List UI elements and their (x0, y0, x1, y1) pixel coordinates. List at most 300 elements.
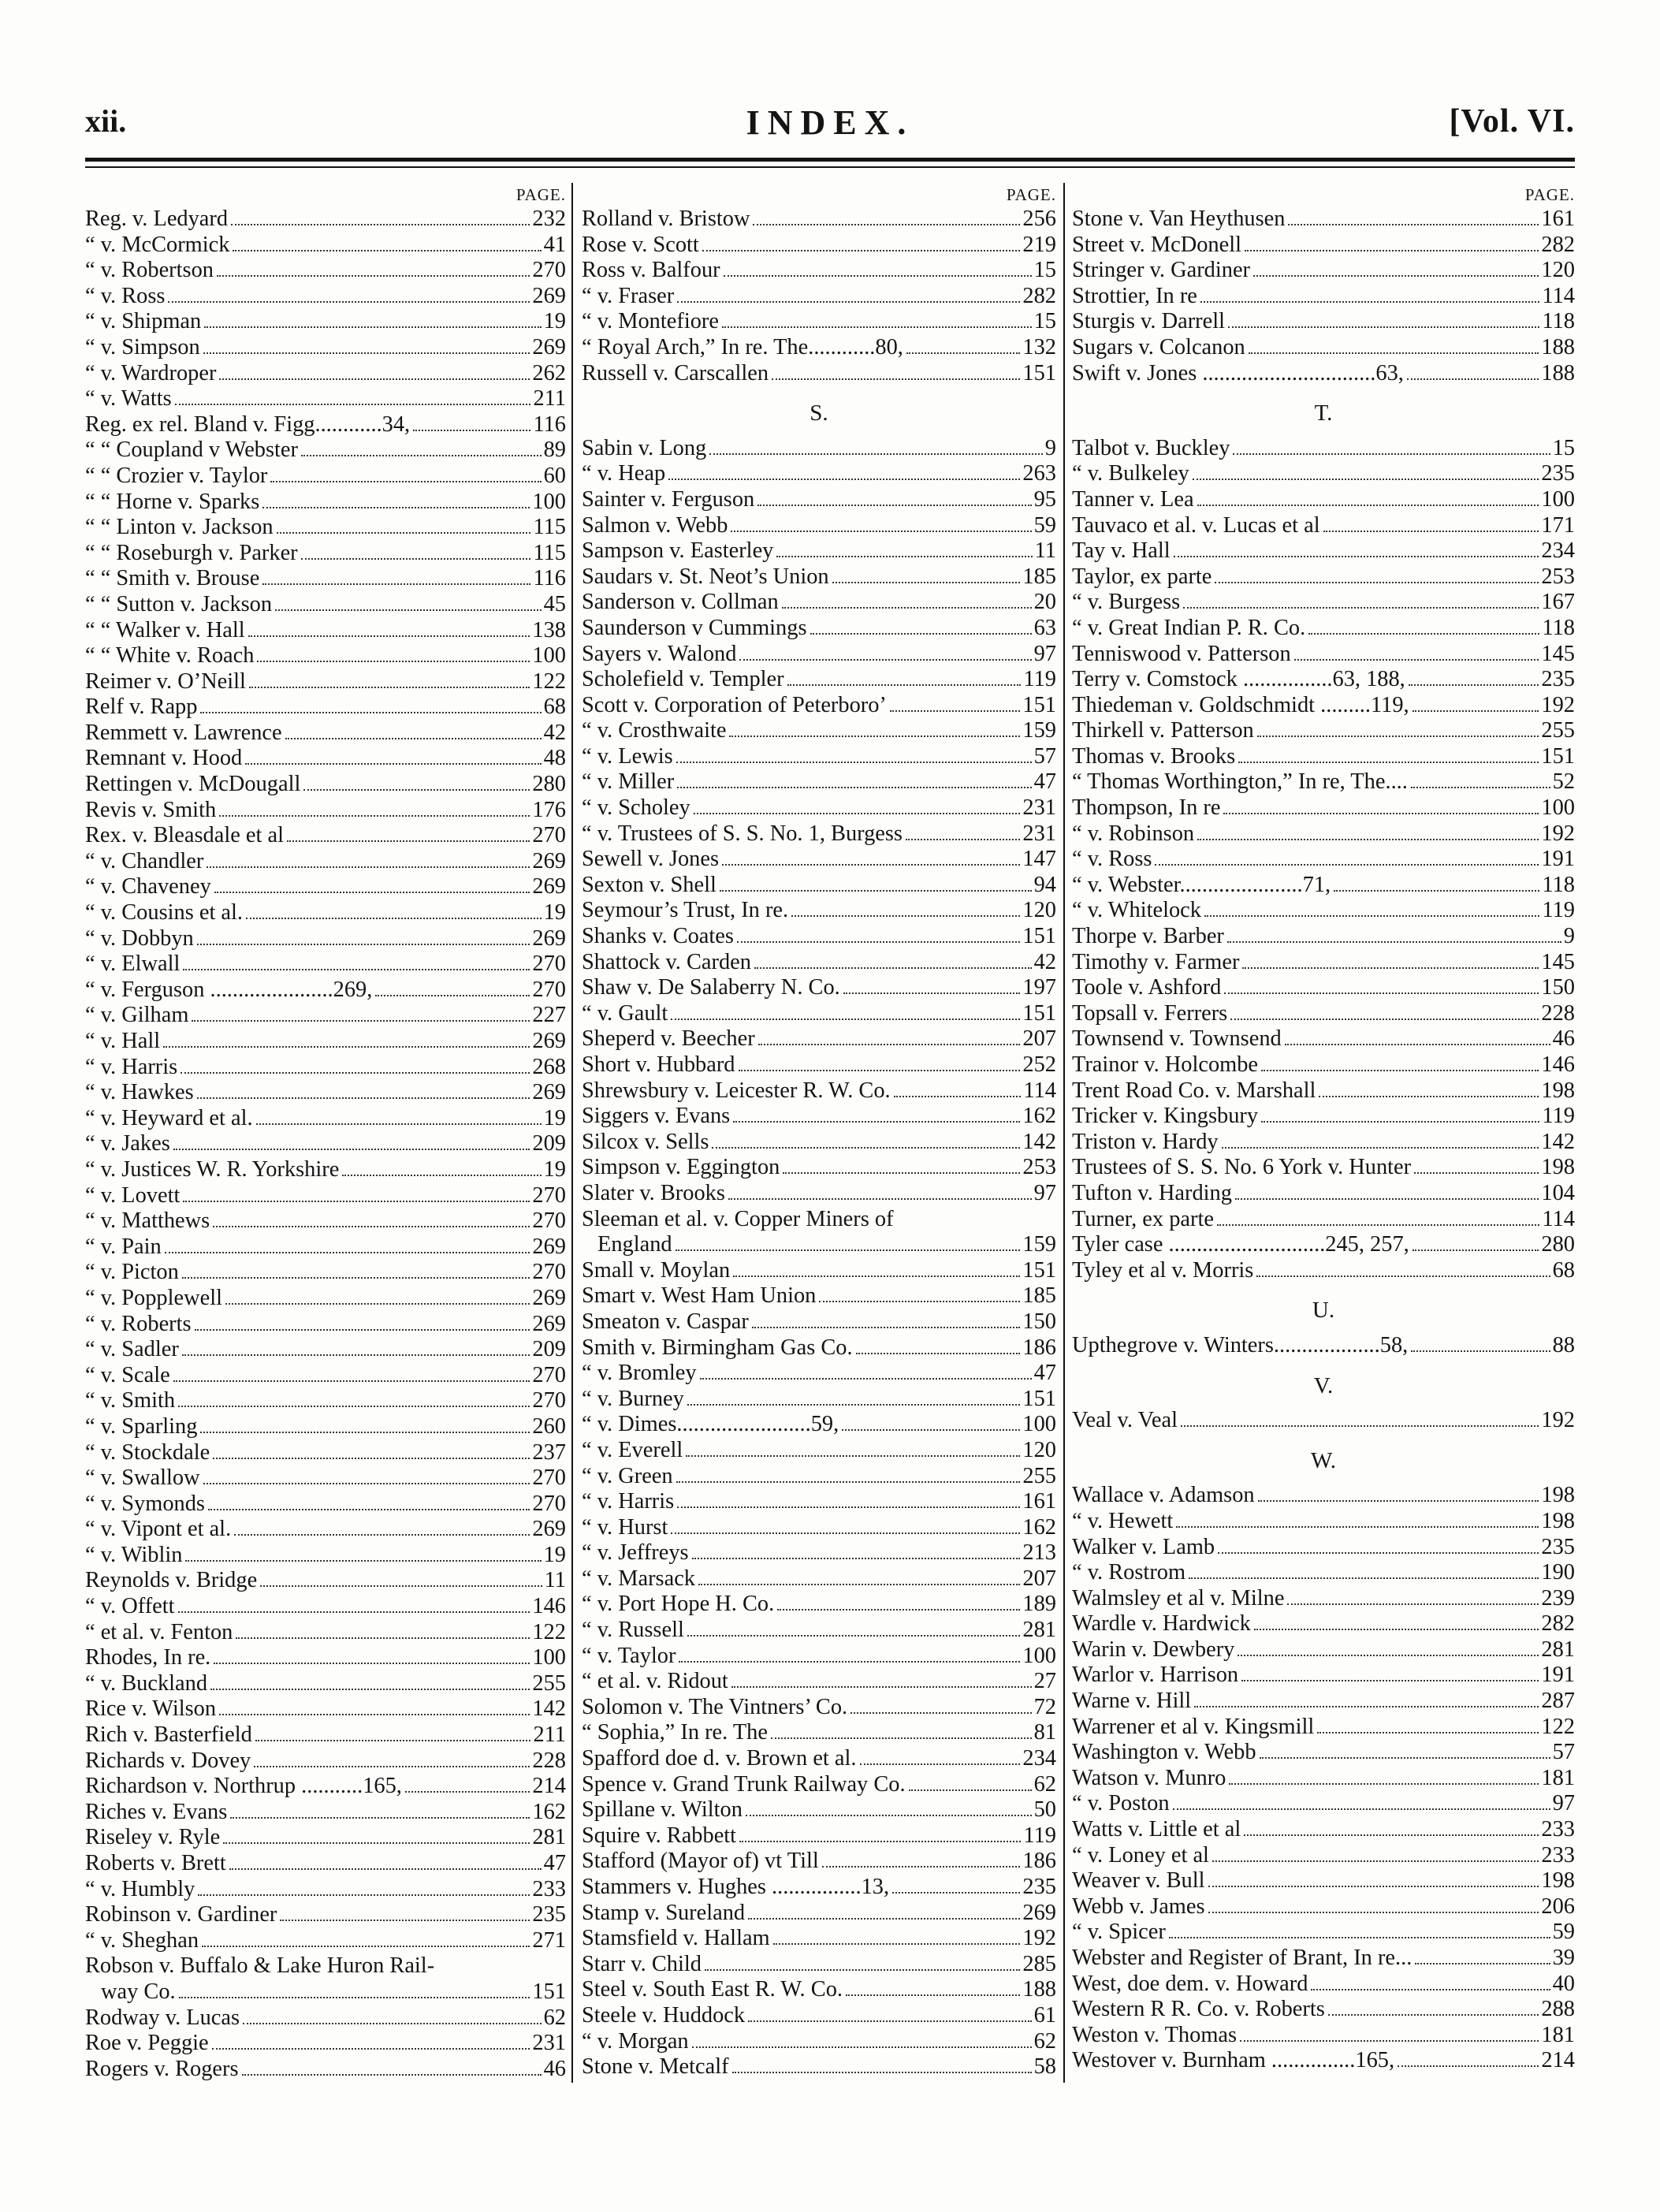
index-entry (85, 1440, 566, 1466)
index-entry (85, 1543, 566, 1569)
page-ref: 235 (1541, 667, 1575, 692)
page-ref: 62 (1033, 2028, 1056, 2054)
page-ref: 114 (1542, 283, 1575, 308)
leader-dots (752, 1327, 1021, 1328)
index-column-2 (582, 183, 1056, 2083)
page-ref: 142 (532, 1696, 566, 1722)
page-ref: 255 (1541, 718, 1575, 743)
case-name: Thirkell v. Patterson (1072, 718, 1254, 743)
leader-dots (1258, 1500, 1539, 1502)
page-ref: 47 (543, 1851, 566, 1875)
leader-dots (1200, 301, 1540, 303)
leader-dots (1155, 864, 1539, 866)
leader-dots (739, 1070, 1021, 1071)
header-rule-thin (85, 166, 1575, 168)
case-name: Stone v. Van Heythusen (1072, 207, 1286, 231)
index-entry (1072, 975, 1575, 1001)
leader-dots (1197, 839, 1539, 840)
case-name: Scott v. Corporation of Peterboro’ (582, 692, 887, 717)
case-name: “ v. Watts (85, 386, 172, 411)
leader-dots (262, 583, 530, 585)
page-ref: 97 (1552, 1791, 1575, 1816)
page-ref: 270 (532, 1362, 566, 1387)
index-entry (582, 1875, 1056, 1901)
case-name: Triston v. Hardy (1072, 1129, 1219, 1154)
case-name: “ “ Coupland v Webster (85, 438, 298, 463)
index-entry (1072, 1509, 1575, 1535)
page-ref: 88 (1552, 1332, 1575, 1357)
case-name: “ v. Crosthwaite (582, 718, 727, 743)
leader-dots (301, 455, 542, 456)
case-name: “ “ Crozier v. Taylor (85, 463, 268, 488)
leader-dots (1253, 275, 1539, 277)
page-ref: 142 (1022, 1129, 1056, 1154)
case-name: Weston v. Thomas (1072, 2022, 1238, 2047)
case-name: “ v. Robinson (1072, 821, 1195, 846)
page-ref: 147 (1022, 847, 1056, 872)
case-name: Veal v. Veal (1072, 1408, 1178, 1433)
case-name: Wallace v. Adamson (1072, 1483, 1255, 1508)
page-ref: 151 (1022, 924, 1056, 949)
index-entry (85, 669, 566, 695)
page-ref: 57 (1552, 1740, 1575, 1765)
leader-dots (303, 789, 530, 791)
index-entry (582, 2029, 1056, 2055)
leader-dots (791, 915, 1020, 917)
index-entry (582, 950, 1056, 976)
index-entry (1072, 1001, 1575, 1027)
leader-dots (692, 1558, 1021, 1559)
page-ref: 288 (1541, 1997, 1575, 2022)
leader-dots (1412, 1249, 1539, 1251)
case-name: “ v. Burney (582, 1386, 684, 1411)
index-entry (85, 2005, 566, 2031)
index-entry (85, 1748, 566, 1774)
leader-dots (732, 2072, 1032, 2073)
case-name: Tanner v. Lea (1072, 486, 1194, 512)
index-entry (582, 1181, 1056, 1207)
case-name: Starr v. Child (582, 1951, 702, 1976)
case-name: “ “ Walker v. Hall (85, 617, 245, 642)
case-name: “ v. Heyward et al. (85, 1105, 253, 1130)
leader-dots (1228, 326, 1539, 328)
index-entry (1072, 642, 1575, 668)
page-ref: 81 (1033, 1720, 1056, 1745)
index-entry (582, 1926, 1056, 1952)
page-ref: 211 (533, 1722, 566, 1748)
leader-dots (677, 787, 1031, 788)
case-name: “ et al. v. Fenton (85, 1619, 233, 1644)
index-entry (85, 1568, 566, 1594)
leader-dots (771, 1737, 1032, 1739)
page-ref: 269 (532, 283, 566, 308)
leader-dots (236, 1637, 530, 1639)
case-name: Rice v. Wilson (85, 1696, 217, 1722)
case-name: Trainor v. Holcombe (1072, 1052, 1259, 1077)
index-entry (85, 798, 566, 824)
leader-dots (1311, 1989, 1550, 1990)
page-ref: 19 (543, 1105, 566, 1130)
case-name: Washington v. Webb (1072, 1740, 1256, 1765)
case-name: Riseley v. Ryle (85, 1825, 221, 1850)
page-ref: 287 (1541, 1689, 1575, 1714)
leader-dots (746, 1815, 1032, 1816)
case-name: Trustees of S. S. No. 6 York v. Hunter (1072, 1155, 1412, 1180)
page-ref: 253 (1022, 1155, 1056, 1180)
leader-dots (183, 969, 530, 970)
index-entry (85, 695, 566, 721)
index-entry (582, 1361, 1056, 1387)
leader-dots (1254, 1629, 1539, 1630)
leader-dots (1238, 762, 1539, 763)
case-name: Remnant v. Hood (85, 746, 243, 771)
leader-dots (214, 892, 530, 893)
leader-dots (687, 1404, 1021, 1406)
section-letter: S. (810, 400, 828, 426)
leader-dots (1328, 2014, 1539, 2016)
leader-dots (375, 995, 530, 996)
case-name: “ v. Symonds (85, 1491, 205, 1516)
leader-dots (219, 815, 530, 817)
case-name: Westover v. Burnham ...............165, (1072, 2048, 1395, 2073)
case-name: “ v. Poston (1072, 1791, 1170, 1816)
leader-dots (248, 635, 530, 637)
leader-dots (1240, 2040, 1539, 2042)
page-ref: 198 (1541, 1868, 1575, 1894)
page-column-label: PAGE. (515, 185, 566, 204)
case-name: Silcox v. Sells (582, 1129, 709, 1154)
page-ref: 40 (1552, 1971, 1575, 1996)
leader-dots (890, 710, 1021, 712)
index-entry (85, 1337, 566, 1363)
case-name: Roberts v. Brett (85, 1851, 226, 1875)
index-entry (1072, 258, 1575, 284)
index-entry (1072, 564, 1575, 590)
index-entry (582, 1438, 1056, 1464)
case-name: “ “ Roseburgh v. Parker (85, 540, 298, 565)
case-name: Sabin v. Long (582, 435, 707, 460)
case-name: Sewell v. Jones (582, 847, 720, 872)
page-ref: 119 (1023, 667, 1056, 692)
index-entry (85, 1671, 566, 1697)
index-entry (1072, 1560, 1575, 1586)
page-ref: 280 (532, 772, 566, 797)
index-entry (582, 590, 1056, 616)
page-ref: 162 (1022, 1104, 1056, 1129)
index-entry (85, 746, 566, 772)
case-name: Rich v. Basterfield (85, 1722, 252, 1748)
index-entry (582, 1515, 1056, 1541)
index-entry (582, 1720, 1056, 1746)
leader-dots (1261, 1070, 1539, 1071)
case-name: Swift v. Jones ...............................63, (1072, 360, 1404, 385)
section-letter: T. (1314, 400, 1333, 426)
index-entry (582, 513, 1056, 539)
page-ref: 151 (1541, 743, 1575, 769)
index-entry (582, 693, 1056, 719)
page-ref: 145 (1541, 949, 1575, 974)
page-ref: 15 (1552, 435, 1575, 460)
page-ref: 151 (1022, 1257, 1056, 1283)
leader-dots (1194, 1706, 1539, 1707)
leader-dots (1169, 1937, 1550, 1938)
page-ref: 63 (1033, 615, 1056, 640)
column-divider (1063, 183, 1065, 2083)
page-ref: 9 (1563, 924, 1575, 949)
index-entry (1072, 1868, 1575, 1894)
index-entry (582, 1977, 1056, 2003)
index-entry (85, 643, 566, 669)
leader-dots (757, 505, 1031, 506)
leader-dots (242, 2074, 542, 2076)
page-ref: 19 (543, 1156, 566, 1182)
index-entry (1072, 1207, 1575, 1233)
page-ref: 235 (1022, 1875, 1056, 1899)
section-letter: U. (1312, 1298, 1335, 1324)
case-name: “ v. Popplewell (85, 1285, 222, 1310)
index-entry (1072, 667, 1575, 693)
case-name: “ v. Loney et al (1072, 1842, 1209, 1868)
index-entry (85, 1825, 566, 1851)
index-entry (85, 1928, 566, 1954)
leader-dots (737, 941, 1020, 943)
leader-dots (694, 813, 1021, 814)
leader-dots (1288, 224, 1539, 225)
page-ref: 255 (1022, 1463, 1056, 1488)
page-ref: 100 (1022, 1643, 1056, 1668)
leader-dots (223, 1842, 530, 1844)
index-entry (85, 438, 566, 464)
index-entry (1072, 1972, 1575, 1998)
page-ref: 235 (532, 1902, 566, 1927)
case-name: Rose v. Scott (582, 232, 699, 257)
index-entry (1072, 1130, 1575, 1156)
case-name: Tyley et al v. Morris (1072, 1257, 1254, 1283)
page-ref: 52 (1552, 769, 1575, 795)
leader-dots (1176, 1526, 1539, 1528)
index-entry (582, 1387, 1056, 1413)
page-ref: 161 (1541, 207, 1575, 231)
leader-dots (1409, 684, 1539, 686)
leader-dots (203, 352, 530, 354)
index-entry (85, 1029, 566, 1055)
case-name: “ v. Picton (85, 1260, 179, 1285)
leader-dots (280, 1920, 530, 1921)
leader-dots (210, 1689, 530, 1690)
page-ref: 47 (1033, 1361, 1056, 1386)
leader-dots (256, 1123, 542, 1125)
case-name: “ v. Dobbyn (85, 925, 194, 951)
index-entry (85, 464, 566, 490)
leader-dots (1224, 992, 1539, 994)
case-name: “ v. Webster......................71, (1072, 872, 1331, 897)
case-name: Wardle v. Hardwick (1072, 1611, 1251, 1637)
case-name: Saunderson v Cummings (582, 615, 807, 640)
index-entry (85, 1312, 566, 1338)
leader-dots (182, 1277, 530, 1279)
leader-dots (733, 1121, 1020, 1123)
case-name: Warin v. Dewbery (1072, 1637, 1235, 1662)
index-entry (85, 1414, 566, 1440)
case-name: “ v. Pain (85, 1234, 162, 1259)
leader-dots (1411, 1350, 1550, 1352)
page-ref: 119 (1542, 898, 1575, 923)
page-ref: 269 (532, 1080, 566, 1105)
index-entry (582, 667, 1056, 693)
index-entry (85, 1131, 566, 1157)
page-ref: 271 (532, 1927, 566, 1953)
page-ref: 234 (1022, 1746, 1056, 1771)
page-ref: 9 (1044, 435, 1056, 460)
page-ref: 270 (532, 1260, 566, 1285)
page-ref: 176 (532, 797, 566, 822)
index-entry (1072, 1766, 1575, 1792)
index-entry (1072, 1333, 1575, 1359)
leader-dots (783, 1172, 1020, 1174)
leader-dots (748, 1918, 1020, 1920)
case-name: Steele v. Huddock (582, 2002, 746, 2028)
index-entry (1072, 538, 1575, 564)
leader-dots (182, 1354, 530, 1356)
case-name: “ v. Robertson (85, 258, 214, 283)
leader-dots (1242, 967, 1539, 969)
leader-dots (198, 1894, 530, 1896)
page-ref: 58 (1033, 2054, 1056, 2080)
index-entry (582, 436, 1056, 462)
page-ref: 151 (1022, 1386, 1056, 1411)
page-ref: 207 (1022, 1026, 1056, 1052)
leader-dots (185, 1560, 541, 1562)
leader-dots (850, 1712, 1031, 1714)
page-ref: 268 (532, 1054, 566, 1079)
case-name: Sexton v. Shell (582, 872, 716, 897)
page-ref: 269 (532, 874, 566, 899)
leader-dots (676, 762, 1032, 763)
index-entry (85, 1491, 566, 1517)
page-ref: 233 (1541, 1842, 1575, 1868)
index-entry (1072, 513, 1575, 539)
index-entry (1072, 1791, 1575, 1817)
leader-dots (1261, 1121, 1539, 1123)
page-ref: 269 (1022, 1900, 1056, 1925)
index-entry (582, 1130, 1056, 1156)
page-ref: 42 (543, 720, 566, 745)
case-name: Townsend v. Townsend (1072, 1026, 1282, 1052)
page-ref: 235 (1541, 1534, 1575, 1559)
case-name: Stamsfield v. Hallam (582, 1926, 770, 1951)
leader-dots (1181, 1425, 1539, 1427)
case-name: “ v. Ross (85, 283, 166, 308)
index-entry (582, 898, 1056, 924)
case-name: “ et al. v. Ridout (582, 1669, 728, 1694)
case-name: “ v. Shipman (85, 309, 202, 334)
index-entry (1072, 335, 1575, 361)
page-ref: 237 (532, 1439, 566, 1465)
index-entry (1072, 233, 1575, 259)
page-ref: 161 (1022, 1489, 1056, 1514)
leader-dots (231, 224, 530, 225)
case-name: Seymour’s Trust, In re. (582, 898, 789, 923)
index-entry (1072, 769, 1575, 795)
case-name: “ “ Smith v. Brouse (85, 566, 260, 591)
leader-dots (229, 1868, 542, 1870)
leader-dots (1317, 1732, 1539, 1733)
index-entry (582, 1464, 1056, 1490)
page-ref: 270 (532, 823, 566, 848)
page-ref: 192 (1541, 821, 1575, 846)
page-ref: 50 (1033, 1797, 1056, 1823)
leader-dots (822, 1866, 1021, 1868)
page-header (85, 102, 1575, 150)
page-ref: 213 (1022, 1540, 1056, 1566)
leader-dots (195, 1329, 530, 1331)
index-entry (85, 592, 566, 618)
case-name: Thorpe v. Barber (1072, 924, 1224, 949)
page-ref: 269 (532, 334, 566, 359)
case-name: Spafford doe d. v. Brown et al. (582, 1746, 857, 1771)
leader-dots (1174, 556, 1539, 557)
leader-dots (233, 250, 541, 251)
leader-dots (731, 531, 1031, 532)
index-entry (582, 975, 1056, 1001)
page-ref: 231 (1022, 795, 1056, 821)
index-entry (85, 1620, 566, 1646)
page-ref: 269 (532, 1517, 566, 1542)
leader-dots (208, 1509, 530, 1510)
case-name: Sheperd v. Beecher (582, 1026, 755, 1052)
leader-dots (1249, 352, 1539, 354)
leader-dots (1412, 710, 1539, 712)
index-entry (85, 978, 566, 1004)
leader-dots (192, 1020, 530, 1022)
index-entry (1072, 1689, 1575, 1715)
case-name: “ v. McCormick (85, 232, 230, 257)
page-ref: 270 (532, 951, 566, 977)
index-entry (1072, 1843, 1575, 1869)
index-entry (582, 1746, 1056, 1772)
page-ref: 269 (532, 925, 566, 951)
case-name: “ v. Miller (582, 769, 675, 795)
index-entry (85, 515, 566, 541)
index-entry (582, 1669, 1056, 1695)
index-entry (582, 769, 1056, 795)
page-ref: 100 (1022, 1412, 1056, 1437)
case-name: “ Thomas Worthington,” In re, The.... (1072, 769, 1408, 795)
leader-dots (668, 479, 1020, 480)
index-entry (85, 1877, 566, 1903)
case-name: Revis v. Smith (85, 797, 217, 822)
index-entry (1072, 284, 1575, 310)
index-entry (85, 1594, 566, 1620)
case-name: Webb v. James (1072, 1894, 1205, 1919)
page-ref: 209 (532, 1131, 566, 1156)
leader-dots (731, 1686, 1032, 1688)
index-entry (1072, 1258, 1575, 1284)
page-ref: 186 (1022, 1335, 1056, 1360)
index-entry (582, 335, 1056, 361)
leader-dots (203, 1483, 530, 1484)
page-ref: 95 (1033, 486, 1056, 512)
case-name: “ v. Bromley (582, 1361, 697, 1386)
case-name: Stringer v. Gardiner (1072, 258, 1251, 283)
index-entry (85, 1902, 566, 1928)
page-ref: 151 (1022, 360, 1056, 385)
case-name: Tricker v. Kingsbury (1072, 1104, 1259, 1129)
page-ref: 41 (543, 232, 566, 257)
leader-dots (1323, 531, 1539, 532)
leader-dots (677, 301, 1020, 303)
page-ref: 198 (1541, 1483, 1575, 1508)
